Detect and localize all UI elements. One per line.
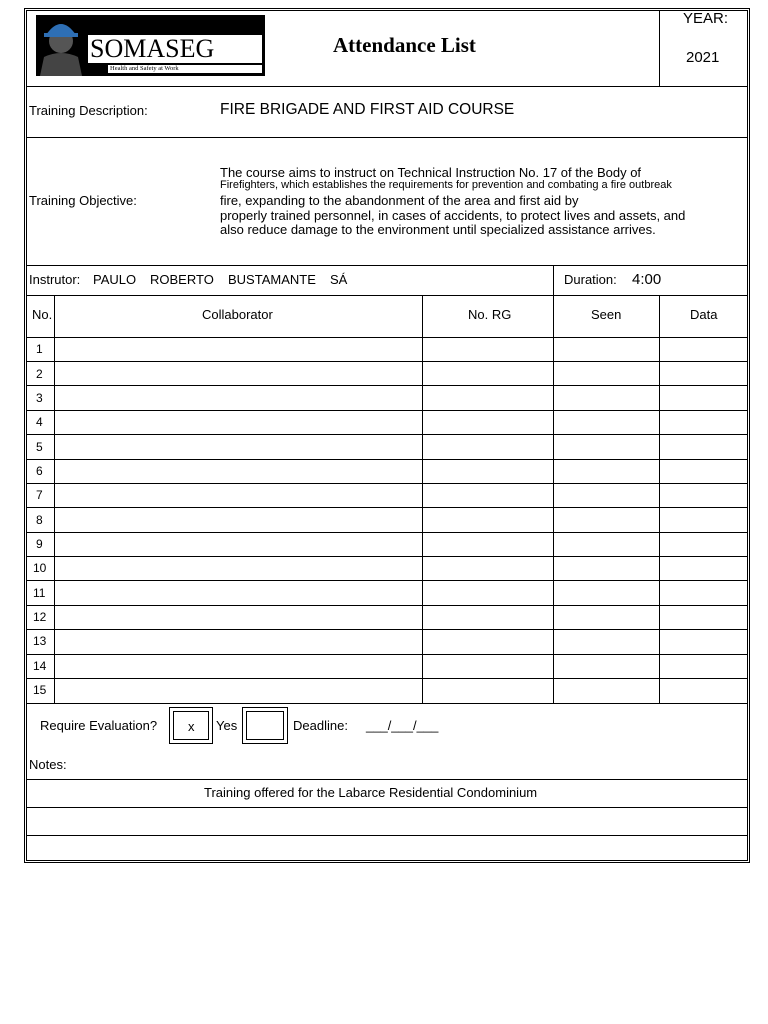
divider xyxy=(26,361,748,362)
divider xyxy=(553,265,554,295)
row-number: 4 xyxy=(36,415,43,429)
divider xyxy=(26,807,748,808)
divider xyxy=(26,434,748,435)
instructor-label: Instrutor: xyxy=(29,272,81,287)
logo-tagline: Health and Safety at Work xyxy=(108,65,262,73)
notes-label: Notes: xyxy=(29,757,67,772)
row-number: 6 xyxy=(36,464,43,478)
row-number: 8 xyxy=(36,513,43,527)
objective-line: also reduce damage to the environment until specialized assistance arrives. xyxy=(220,222,656,237)
row-number: 5 xyxy=(36,440,43,454)
instructor-name: ROBERTO xyxy=(150,272,214,287)
row-number: 9 xyxy=(36,537,43,551)
logo-brand: SOMASEG xyxy=(90,34,215,63)
divider xyxy=(26,337,748,338)
yes-checkbox[interactable] xyxy=(246,711,284,740)
notes-line: Training offered for the Labarce Residential Condominium xyxy=(204,785,538,800)
column-header-collaborator: Collaborator xyxy=(202,307,273,322)
objective-line: The course aims to instruct on Technical Instruction No. 17 of the Body of xyxy=(220,165,642,180)
objective-line: fire, expanding to the abandonment of the area and first aid by xyxy=(220,193,579,208)
worker-helmet-icon xyxy=(36,15,86,76)
row-number: 10 xyxy=(33,561,47,575)
divider xyxy=(26,295,748,296)
objective-line: properly trained personnel, in cases of accidents, to protect lives and assets, and xyxy=(220,208,686,223)
column-header-rg: No. RG xyxy=(468,307,512,322)
page-title: Attendance List xyxy=(333,33,476,57)
training-description-label: Training Description: xyxy=(29,103,148,118)
divider xyxy=(54,295,55,703)
objective-line: Firefighters, which establishes the requirements for prevention and combating a fire outbreak xyxy=(220,179,672,191)
row-number: 3 xyxy=(36,391,43,405)
row-number: 12 xyxy=(33,610,47,624)
row-number: 1 xyxy=(36,342,43,356)
divider xyxy=(26,779,748,780)
deadline-value: ___/___/___ xyxy=(366,718,439,733)
divider xyxy=(422,295,423,703)
duration-label: Duration: xyxy=(564,272,617,287)
row-number: 14 xyxy=(33,659,47,673)
divider xyxy=(26,483,748,484)
instructor-name: BUSTAMANTE xyxy=(228,272,316,287)
instructor-name: SÁ xyxy=(330,272,348,287)
training-objective-label: Training Objective: xyxy=(29,193,137,208)
divider xyxy=(553,295,554,703)
row-number: 11 xyxy=(33,586,46,600)
row-number: 13 xyxy=(33,634,47,648)
divider xyxy=(26,265,748,266)
divider xyxy=(26,703,748,704)
yes-label: Yes xyxy=(216,718,238,733)
evaluation-label: Require Evaluation? xyxy=(40,718,158,733)
divider xyxy=(26,678,748,679)
divider xyxy=(26,459,748,460)
divider xyxy=(26,137,748,138)
row-number: 2 xyxy=(36,367,43,381)
instructor-name: PAULO xyxy=(93,272,137,287)
year-value: 2021 xyxy=(686,49,720,66)
row-number: 7 xyxy=(36,488,43,502)
training-description-value: FIRE BRIGADE AND FIRST AID COURSE xyxy=(220,101,515,118)
divider xyxy=(26,86,748,87)
divider xyxy=(26,507,748,508)
divider xyxy=(26,605,748,606)
divider xyxy=(26,629,748,630)
column-header-no: No. xyxy=(32,307,53,322)
row-number: 15 xyxy=(33,683,47,697)
column-header-seen: Seen xyxy=(591,307,622,322)
evaluation-check-mark: x xyxy=(188,719,195,734)
divider xyxy=(26,556,748,557)
column-header-data: Data xyxy=(690,307,718,322)
divider xyxy=(659,10,660,86)
divider xyxy=(26,385,748,386)
divider xyxy=(26,580,748,581)
divider xyxy=(26,654,748,655)
divider xyxy=(659,295,660,703)
divider xyxy=(26,410,748,411)
deadline-label: Deadline: xyxy=(293,718,348,733)
duration-value: 4:00 xyxy=(632,271,662,288)
divider xyxy=(26,835,748,836)
year-label: YEAR: xyxy=(683,10,729,27)
divider xyxy=(26,532,748,533)
